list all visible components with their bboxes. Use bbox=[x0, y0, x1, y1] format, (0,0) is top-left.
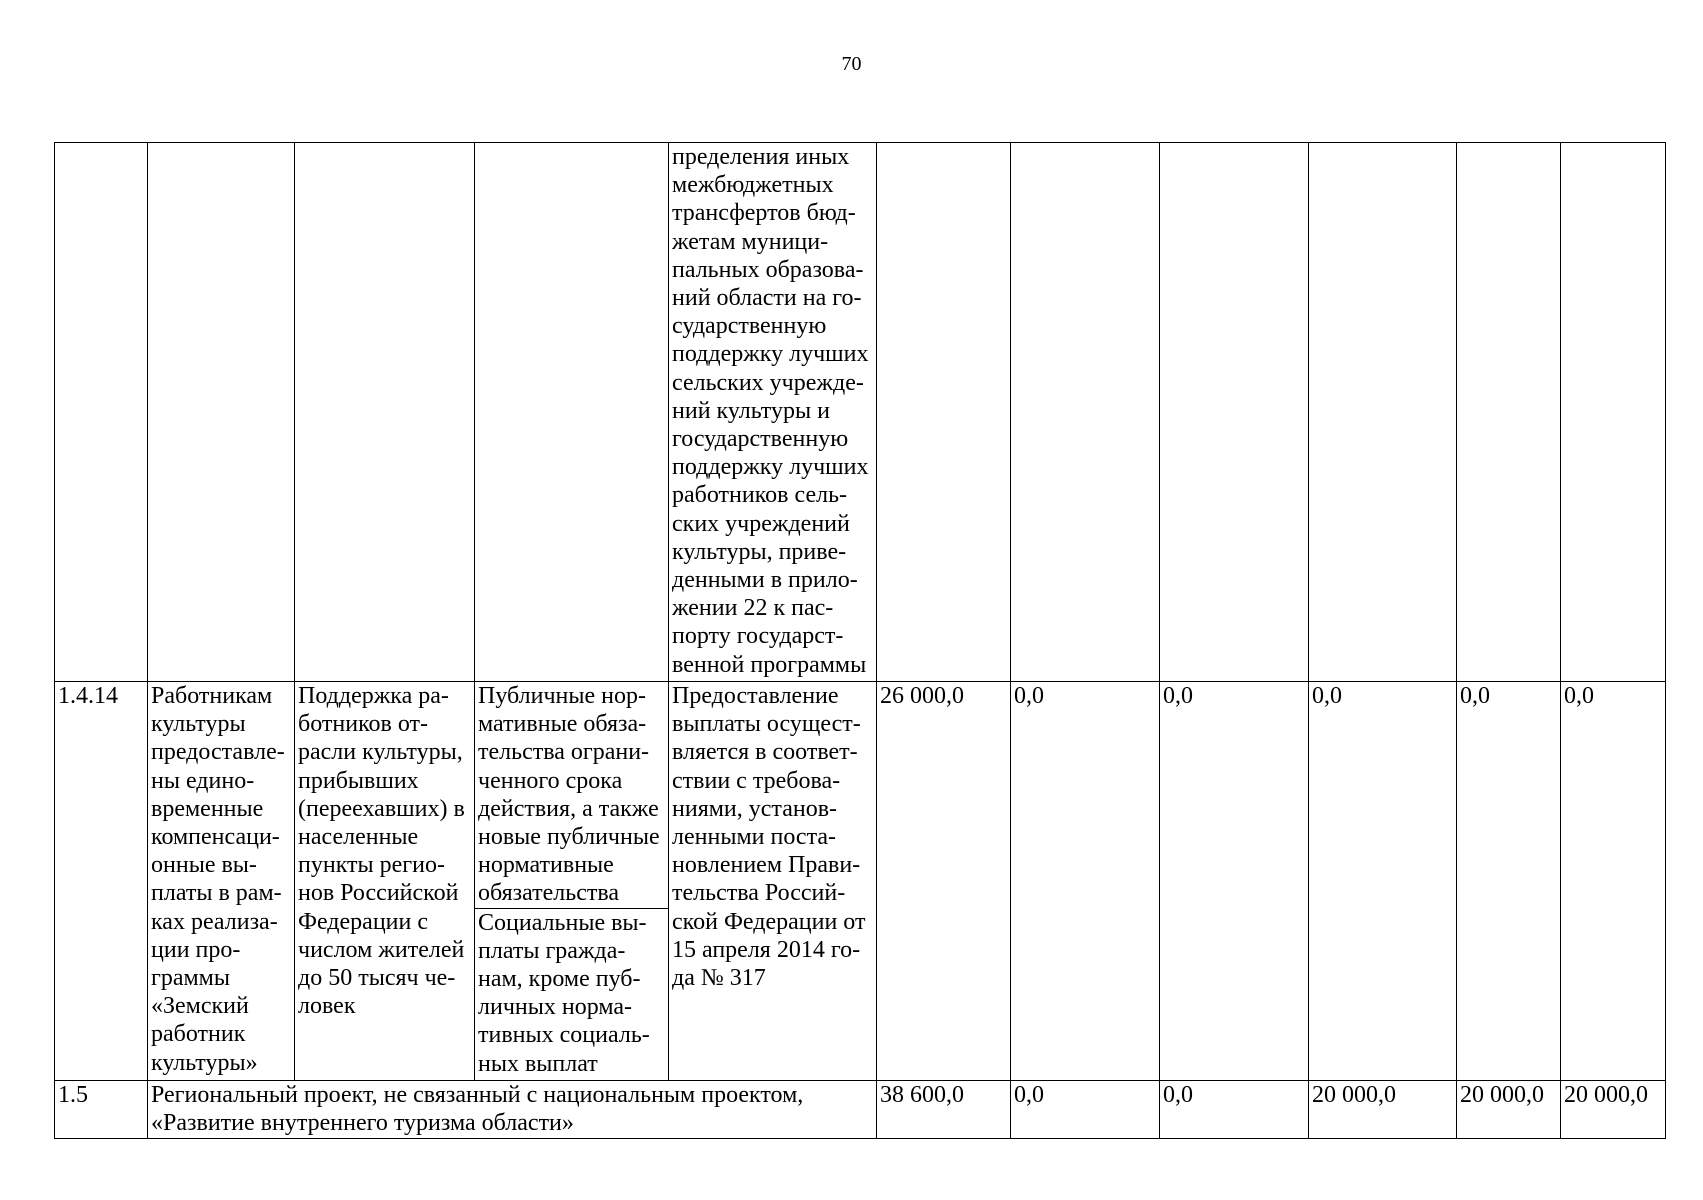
table-row-1-4-14 bbox=[55, 682, 1666, 1081]
cell-description: Предоставление выплаты осущест-вляется в соответ-ствии с требова-ниями, установ-ленными поста-новлением Прави-тельства Россий-ской Федерации от 15 апреля 2014 го-да № 317 bbox=[669, 682, 877, 1081]
cell-task: Поддержка ра-ботников от-расли культуры, прибывших (переехавших) в населенные пункты регио-нов Российской Федерации с числом жителей до 50 тысяч че-ловек bbox=[295, 682, 475, 1081]
cell-type-social-payments: Социальные вы-платы гражда-нам, кроме пуб-личных норма-тивных социаль-ных выплат bbox=[478, 909, 650, 1077]
cell-type-empty bbox=[475, 143, 669, 682]
cell-value-3: 0,0 bbox=[1160, 1081, 1309, 1139]
budget-table bbox=[54, 142, 1666, 1139]
cell-value-empty bbox=[1160, 143, 1309, 682]
cell-task-empty bbox=[295, 143, 475, 682]
cell-value-6: 0,0 bbox=[1561, 682, 1666, 1081]
cell-value-2: 0,0 bbox=[1011, 1081, 1160, 1139]
cell-value-4: 0,0 bbox=[1309, 682, 1457, 1081]
cell-row-number: 1.4.14 bbox=[55, 682, 148, 1081]
cell-value-5: 0,0 bbox=[1457, 682, 1561, 1081]
cell-value-4: 20 000,0 bbox=[1309, 1081, 1457, 1139]
cell-type-public-obligations: Публичные нор-мативные обяза-тельства ограни-ченного срока действия, а также новые публичные нормативные обязательства bbox=[475, 682, 668, 909]
cell-value-empty bbox=[877, 143, 1011, 682]
cell-value-empty bbox=[1309, 143, 1457, 682]
cell-description-continuation: пределения иных межбюджетных трансфертов бюд-жетам муници-пальных образова-ний области на го-сударственную поддержку лучших сельских учрежде-ний культуры и государственную поддержку лучших работников сель-ских учреждений культуры, приве-денными в прило-жении 22 к пас-порту государст-венной программы bbox=[669, 143, 877, 682]
cell-value-6: 20 000,0 bbox=[1561, 1081, 1666, 1139]
cell-value-3: 0,0 bbox=[1160, 682, 1309, 1081]
cell-value-5: 20 000,0 bbox=[1457, 1081, 1561, 1139]
table-row-continuation bbox=[55, 143, 1666, 682]
cell-value-1: 38 600,0 bbox=[877, 1081, 1011, 1139]
cell-type bbox=[475, 682, 669, 1081]
page-number: 70 bbox=[841, 53, 862, 75]
cell-result: Работникам культуры предоставле-ны едино-временные компенсаци-онные вы-платы в рам-ках реализа-ции про-граммы «Земский работник культуры» bbox=[148, 682, 295, 1081]
cell-value-empty bbox=[1561, 143, 1666, 682]
cell-result-empty bbox=[148, 143, 295, 682]
cell-value-2: 0,0 bbox=[1011, 682, 1160, 1081]
cell-value-empty bbox=[1011, 143, 1160, 682]
cell-value-empty bbox=[1457, 143, 1561, 682]
cell-row-number: 1.5 bbox=[55, 1081, 148, 1139]
cell-num-empty bbox=[55, 143, 148, 682]
table-row-1-5 bbox=[55, 1081, 1666, 1139]
cell-value-1: 26 000,0 bbox=[877, 682, 1011, 1081]
cell-project-title: Региональный проект, не связанный с национальным проектом, «Развитие внутреннего туризма области» bbox=[148, 1081, 877, 1139]
